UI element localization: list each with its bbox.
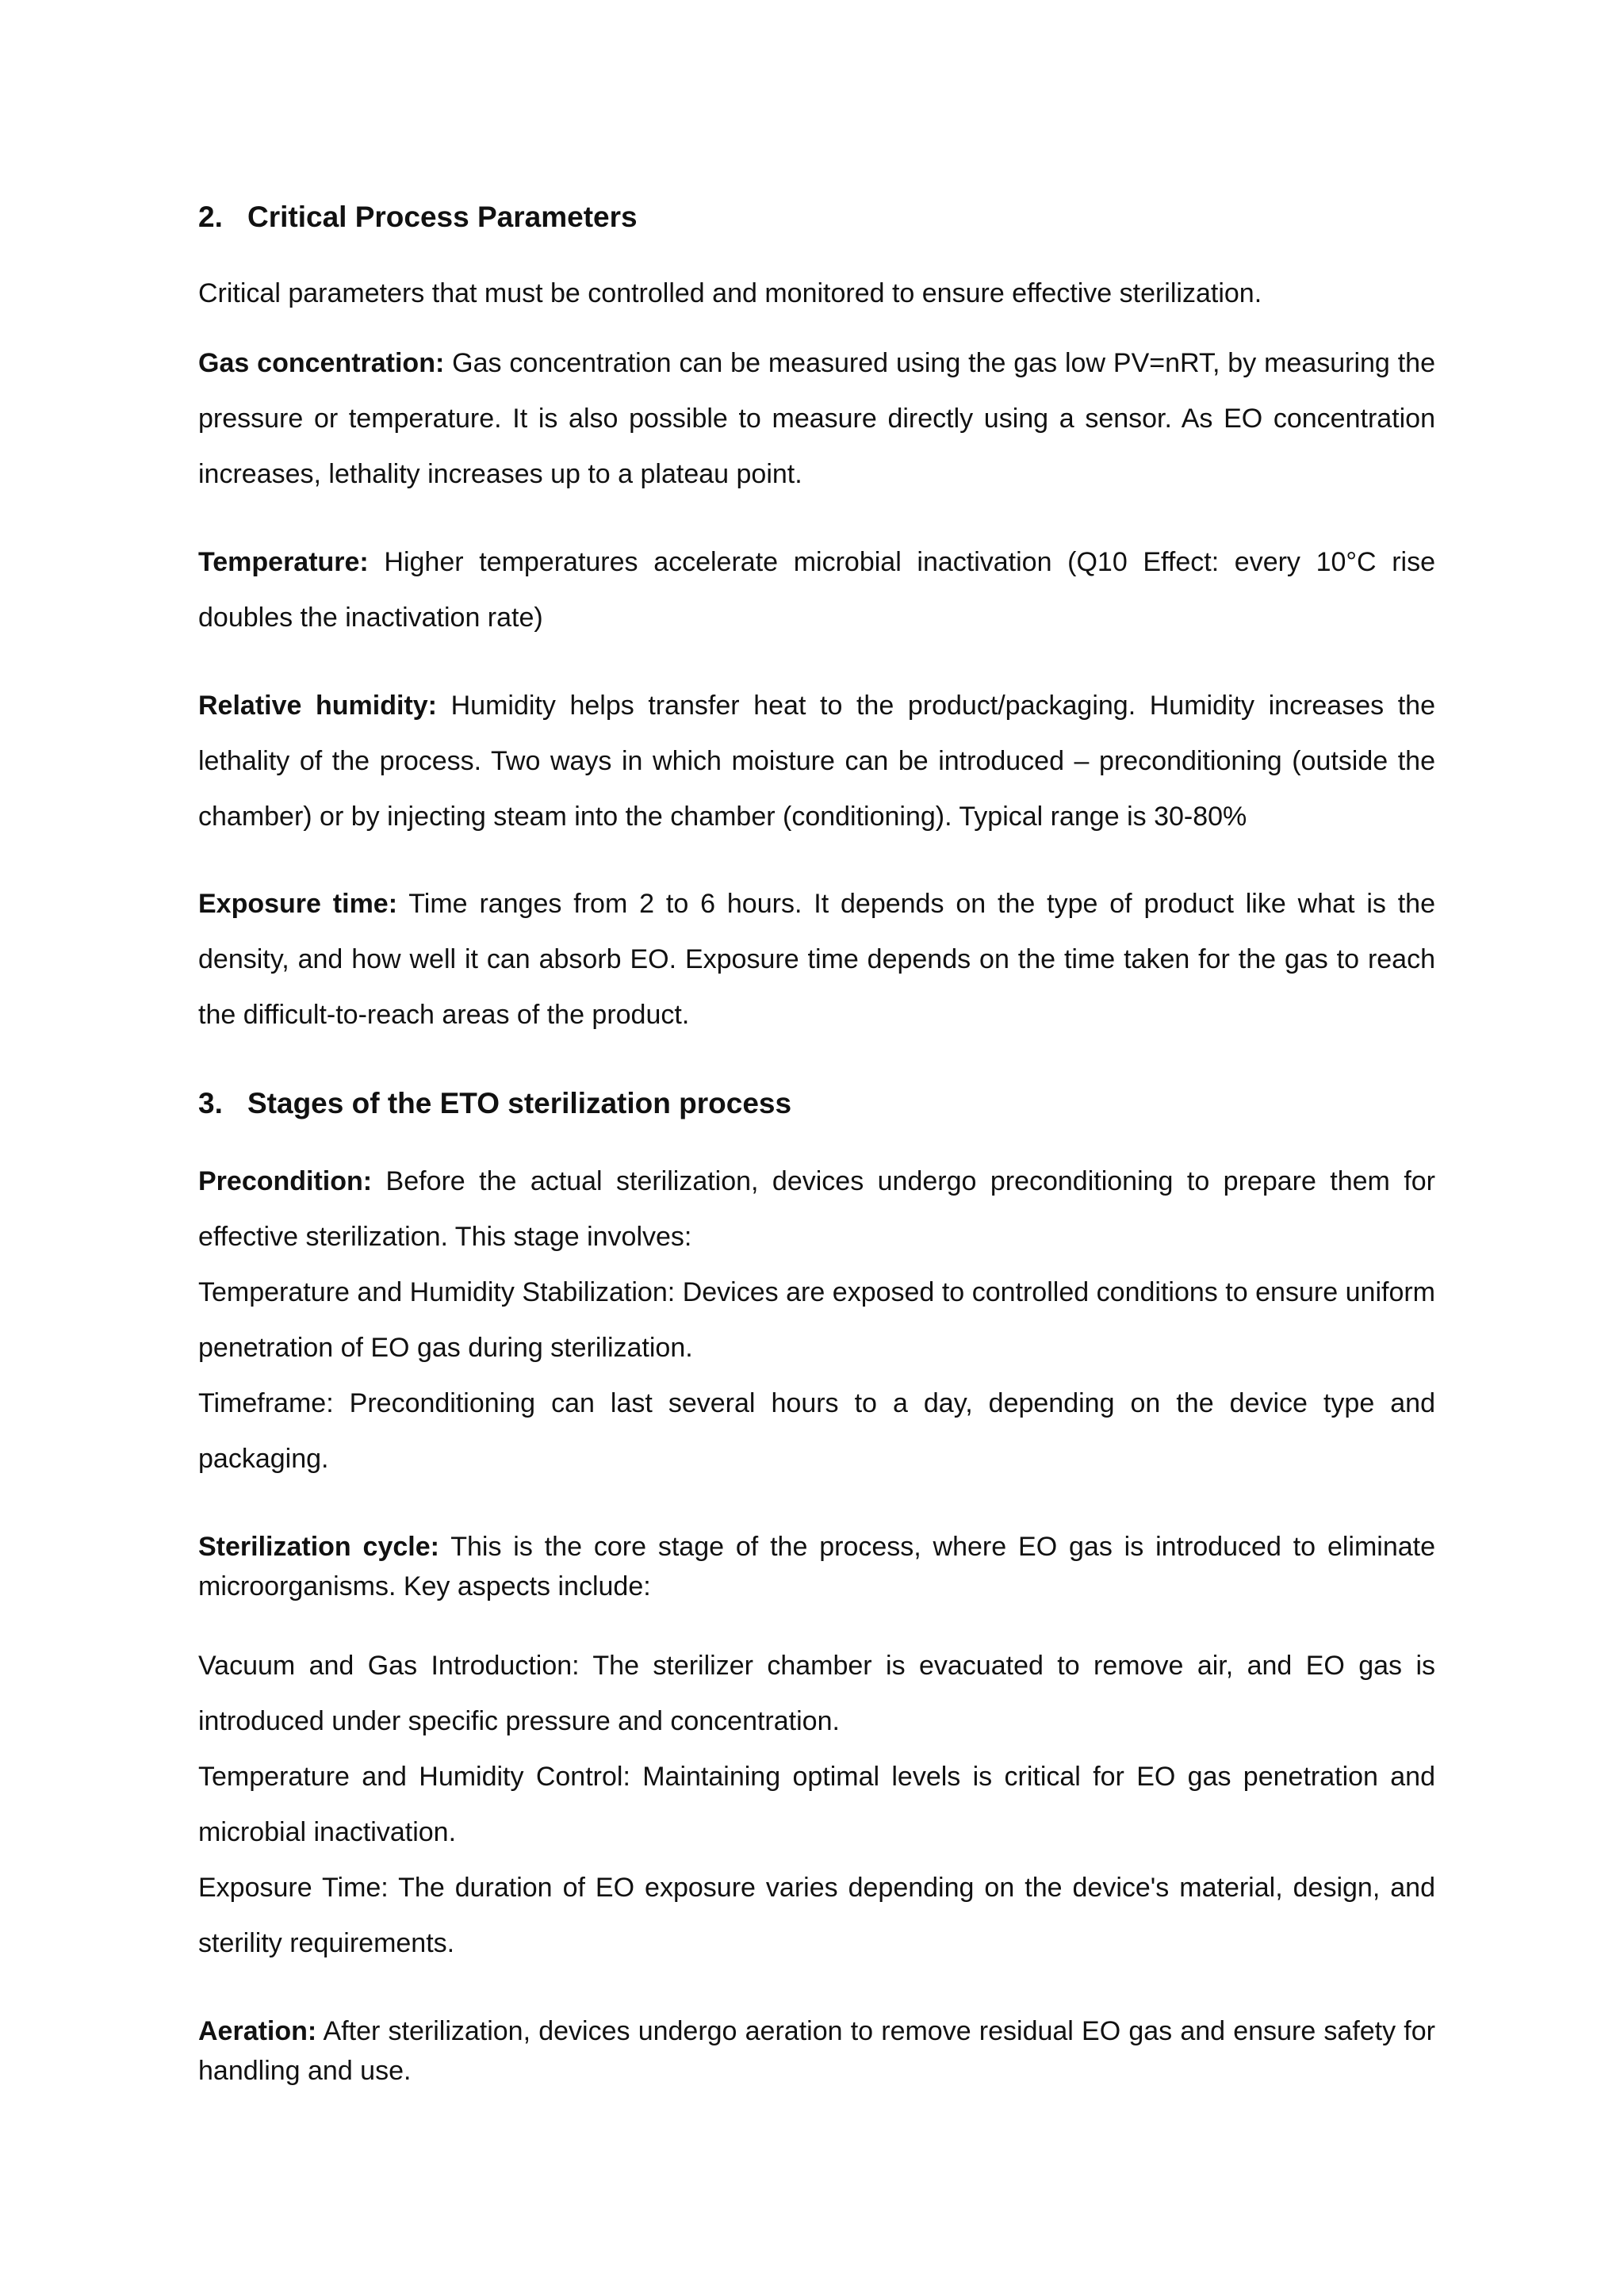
param-temperature <box>198 534 1435 645</box>
stage-precondition <box>198 1154 1435 1265</box>
param-relative-humidity <box>198 678 1435 844</box>
section-3-heading <box>198 1086 791 1121</box>
precondition-item-stabilization: Temperature and Humidity Stabilization: Devices are exposed to controlled conditions to ensure uniform penetration of EO gas during sterilization. <box>198 1277 1435 1363</box>
section-3-title: Stages of the ETO sterilization process <box>247 1087 792 1119</box>
section-3-number: 3. <box>198 1087 223 1119</box>
stage-text: After sterilization, devices undergo aeration to remove residual EO gas and ensure safety for handling and use. <box>198 2016 1435 2086</box>
stage-label: Precondition: <box>198 1166 373 1196</box>
section-2-heading <box>198 200 638 235</box>
param-label: Gas concentration: <box>198 348 445 378</box>
cycle-item-vacuum: Vacuum and Gas Introduction: The sterilizer chamber is evacuated to remove air, and EO gas is introduced under specific pressure and concentration. <box>198 1651 1435 1736</box>
stage-aeration <box>198 2011 1435 2091</box>
stage-text: Before the actual sterilization, devices undergo preconditioning to prepare them for effective sterilization. This stage involves: <box>198 1166 1435 1252</box>
stage-label: Sterilization cycle: <box>198 1532 439 1562</box>
stage-label: Aeration: <box>198 2016 317 2046</box>
param-label: Exposure time: <box>198 889 398 919</box>
param-text: Time ranges from 2 to 6 hours. It depends on the type of product like what is the density, and how well it can absorb EO. Exposure time depends on the time taken for the gas to reach the difficult-to-reach areas of the product. <box>198 889 1436 1030</box>
param-text: Gas concentration can be measured using the gas low PV=nRT, by measuring the pressure or temperature. It is also possible to measure directly using a sensor. As EO concentration increases, lethality increases up to a plateau point. <box>198 348 1435 489</box>
param-gas-concentration <box>198 335 1435 502</box>
section-2-intro: Critical parameters that must be controlled and monitored to ensure effective sterilization. <box>198 278 1262 308</box>
param-exposure-time <box>198 876 1435 1043</box>
param-label: Relative humidity: <box>198 691 437 721</box>
section-2-title: Critical Process Parameters <box>247 201 638 233</box>
stage-text: This is the core stage of the process, where EO gas is introduced to eliminate microorganisms. Key aspects include: <box>198 1532 1436 1601</box>
param-text: Humidity helps transfer heat to the product/packaging. Humidity increases the lethality of the process. Two ways in which moisture can be introduced – preconditioning (outside the chamber) or by injecting steam into the chamber (conditioning). Typical range is 30-80% <box>198 691 1435 832</box>
precondition-item-timeframe: Timeframe: Preconditioning can last several hours to a day, depending on the device type and packaging. <box>198 1388 1435 1474</box>
cycle-item-exposure-time: Exposure Time: The duration of EO exposure varies depending on the device's material, design, and sterility requirements. <box>198 1873 1435 1958</box>
param-text: Higher temperatures accelerate microbial inactivation (Q10 Effect: every 10°C rise doubles the inactivation rate) <box>198 547 1435 633</box>
cycle-item-temperature-humidity: Temperature and Humidity Control: Maintaining optimal levels is critical for EO gas penetration and microbial inactivation. <box>198 1762 1435 1847</box>
stage-sterilization-cycle <box>198 1527 1435 1606</box>
section-2-number: 2. <box>198 201 223 233</box>
param-label: Temperature: <box>198 547 369 577</box>
